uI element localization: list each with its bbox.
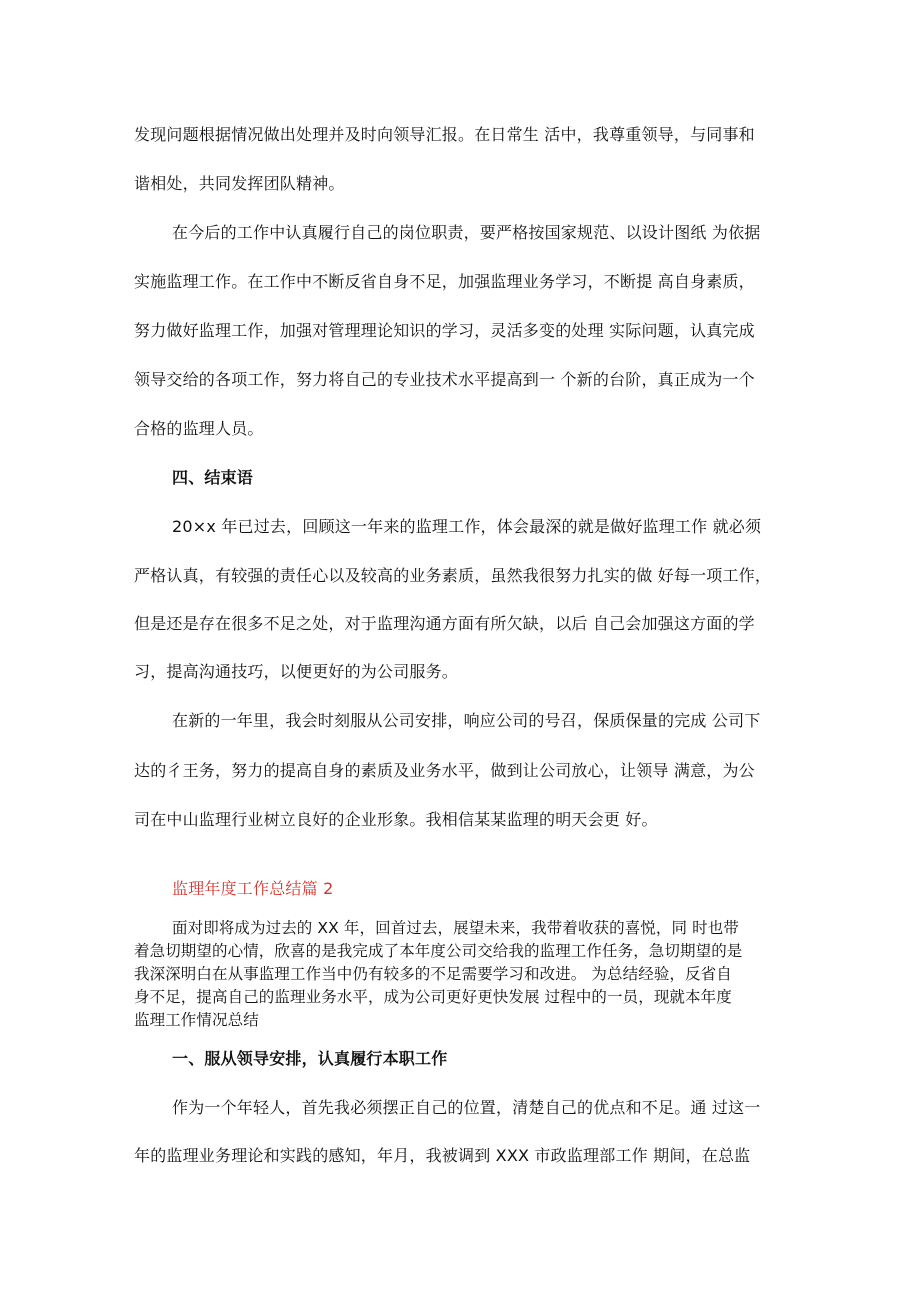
paragraph-line: 习，提高沟通技巧，以便更好的为公司服务。 xyxy=(134,662,459,681)
paragraph-line: 我深深明白在从事监理工作当中仍有较多的不足需要学习和改进。 为总结经验，反省自 xyxy=(134,965,732,983)
section-heading: 一、服从领导安排，认真履行本职工作 xyxy=(172,1049,448,1068)
paragraph-line: 司在中山监理行业树立良好的企业形象。我相信某某监理的明天会更 好。 xyxy=(134,810,658,829)
paragraph-line: 严格认真，有较强的责任心以及较高的业务素质，虽然我很努力扎实的做 好每一项工作， xyxy=(134,566,772,585)
paragraph-line: 作为一个年轻人，首先我必须摆正自己的位置，清楚自己的优点和不足。通 过这一 xyxy=(172,1098,761,1117)
paragraph-line: 20×x 年已过去，回顾这一年来的监理工作，体会最深的就是做好监理工作 就必须 xyxy=(172,517,762,536)
paragraph-line: 在今后的工作中认真履行自己的岗位职责，要严格按国家规范、以设计图纸 为依据 xyxy=(172,223,761,242)
paragraph-line: 年的监理业务理论和实践的感知，年月，我被调到 XXX 市政监理部工作 期间，在总监 xyxy=(134,1146,751,1165)
section-heading: 四、结束语 xyxy=(172,468,254,487)
paragraph-line: 合格的监理人员。 xyxy=(134,419,264,438)
article-title: 监理年度工作总结篇 2 xyxy=(172,879,334,898)
paragraph-line: 努力做好监理工作，加强对管理理论知识的学习，灵活多变的处理 实际问题，认真完成 xyxy=(134,321,755,340)
paragraph-line: 着急切期望的心情，欣喜的是我完成了本年度公司交给我的监理工作任务，急切期望的是 xyxy=(134,942,743,960)
paragraph-line: 监理工作情况总结 xyxy=(134,1011,259,1029)
paragraph-line: 身不足，提高自己的监理业务水平，成为公司更好更快发展 过程中的一员，现就本年度 xyxy=(134,988,732,1006)
paragraph-line: 发现问题根据情况做出处理并及时向领导汇报。在日常生 活中，我尊重领导，与同事和 xyxy=(134,125,755,144)
paragraph-line: 谐相处，共同发挥团队精神。 xyxy=(134,174,345,193)
paragraph-line: 领导交给的各项工作，努力将自己的专业技术水平提高到一 个新的台阶，真正成为一个 xyxy=(134,370,755,389)
paragraph-line: 实施监理工作。在工作中不断反省自身不足，加强监理业务学习，不断提 高自身素质， xyxy=(134,272,755,291)
paragraph-line: 在新的一年里，我会时刻服从公司安排，响应公司的号召，保质保量的完成 公司下 xyxy=(172,711,761,730)
paragraph-line: 达的彳王务，努力的提高自身的素质及业务水平，做到让公司放心，让领导 满意，为公 xyxy=(134,761,755,780)
paragraph-line: 面对即将成为过去的 XX 年，回首过去，展望未来，我带着收获的喜悦，同 时也带 xyxy=(172,919,739,937)
paragraph-line: 但是还是存在很多不足之处，对于监理沟通方面有所欠缺，以后 自己会加强这方面的学 xyxy=(134,614,755,633)
